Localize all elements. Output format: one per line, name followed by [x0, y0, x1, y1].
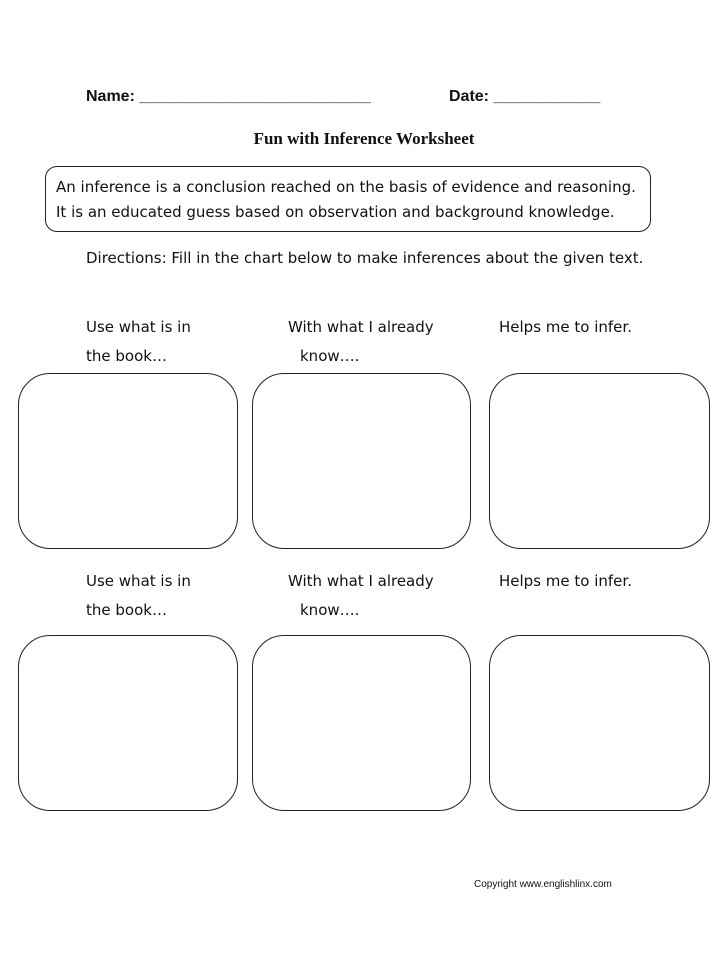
date-field-label: Date: ____________	[449, 88, 601, 105]
label-line: know….	[300, 601, 360, 619]
worksheet-title: Fun with Inference Worksheet	[253, 129, 475, 148]
label-line: know….	[300, 347, 360, 365]
row1-col1-label	[86, 313, 191, 371]
row2-col2-label	[288, 567, 434, 625]
row1-evidence-box[interactable]	[18, 373, 238, 549]
row2-knowledge-box[interactable]	[252, 635, 471, 811]
label-line: Helps me to infer.	[499, 318, 632, 336]
label-line: Use what is in	[86, 572, 191, 590]
label-line: With what I already	[288, 318, 434, 336]
name-field-label: Name: __________________________	[86, 88, 371, 105]
row2-col1-label	[86, 567, 191, 625]
directions-text: Directions: Fill in the chart below to make inferences about the given text.	[86, 249, 644, 267]
copyright-footer: Copyright www.englishlinx.com	[474, 879, 612, 890]
row2-col3-label	[499, 567, 632, 596]
label-line: With what I already	[288, 572, 434, 590]
row1-col3-label	[499, 313, 632, 342]
row1-col2-label	[288, 313, 434, 371]
row1-knowledge-box[interactable]	[252, 373, 471, 549]
label-line: Helps me to infer.	[499, 572, 632, 590]
label-line: the book…	[86, 601, 167, 619]
label-line: the book…	[86, 347, 167, 365]
row1-inference-box[interactable]	[489, 373, 710, 549]
definition-box: An inference is a conclusion reached on the basis of evidence and reasoning. It is an educated guess based on observation and background knowledge.	[45, 166, 651, 232]
row2-inference-box[interactable]	[489, 635, 710, 811]
row2-evidence-box[interactable]	[18, 635, 238, 811]
label-line: Use what is in	[86, 318, 191, 336]
